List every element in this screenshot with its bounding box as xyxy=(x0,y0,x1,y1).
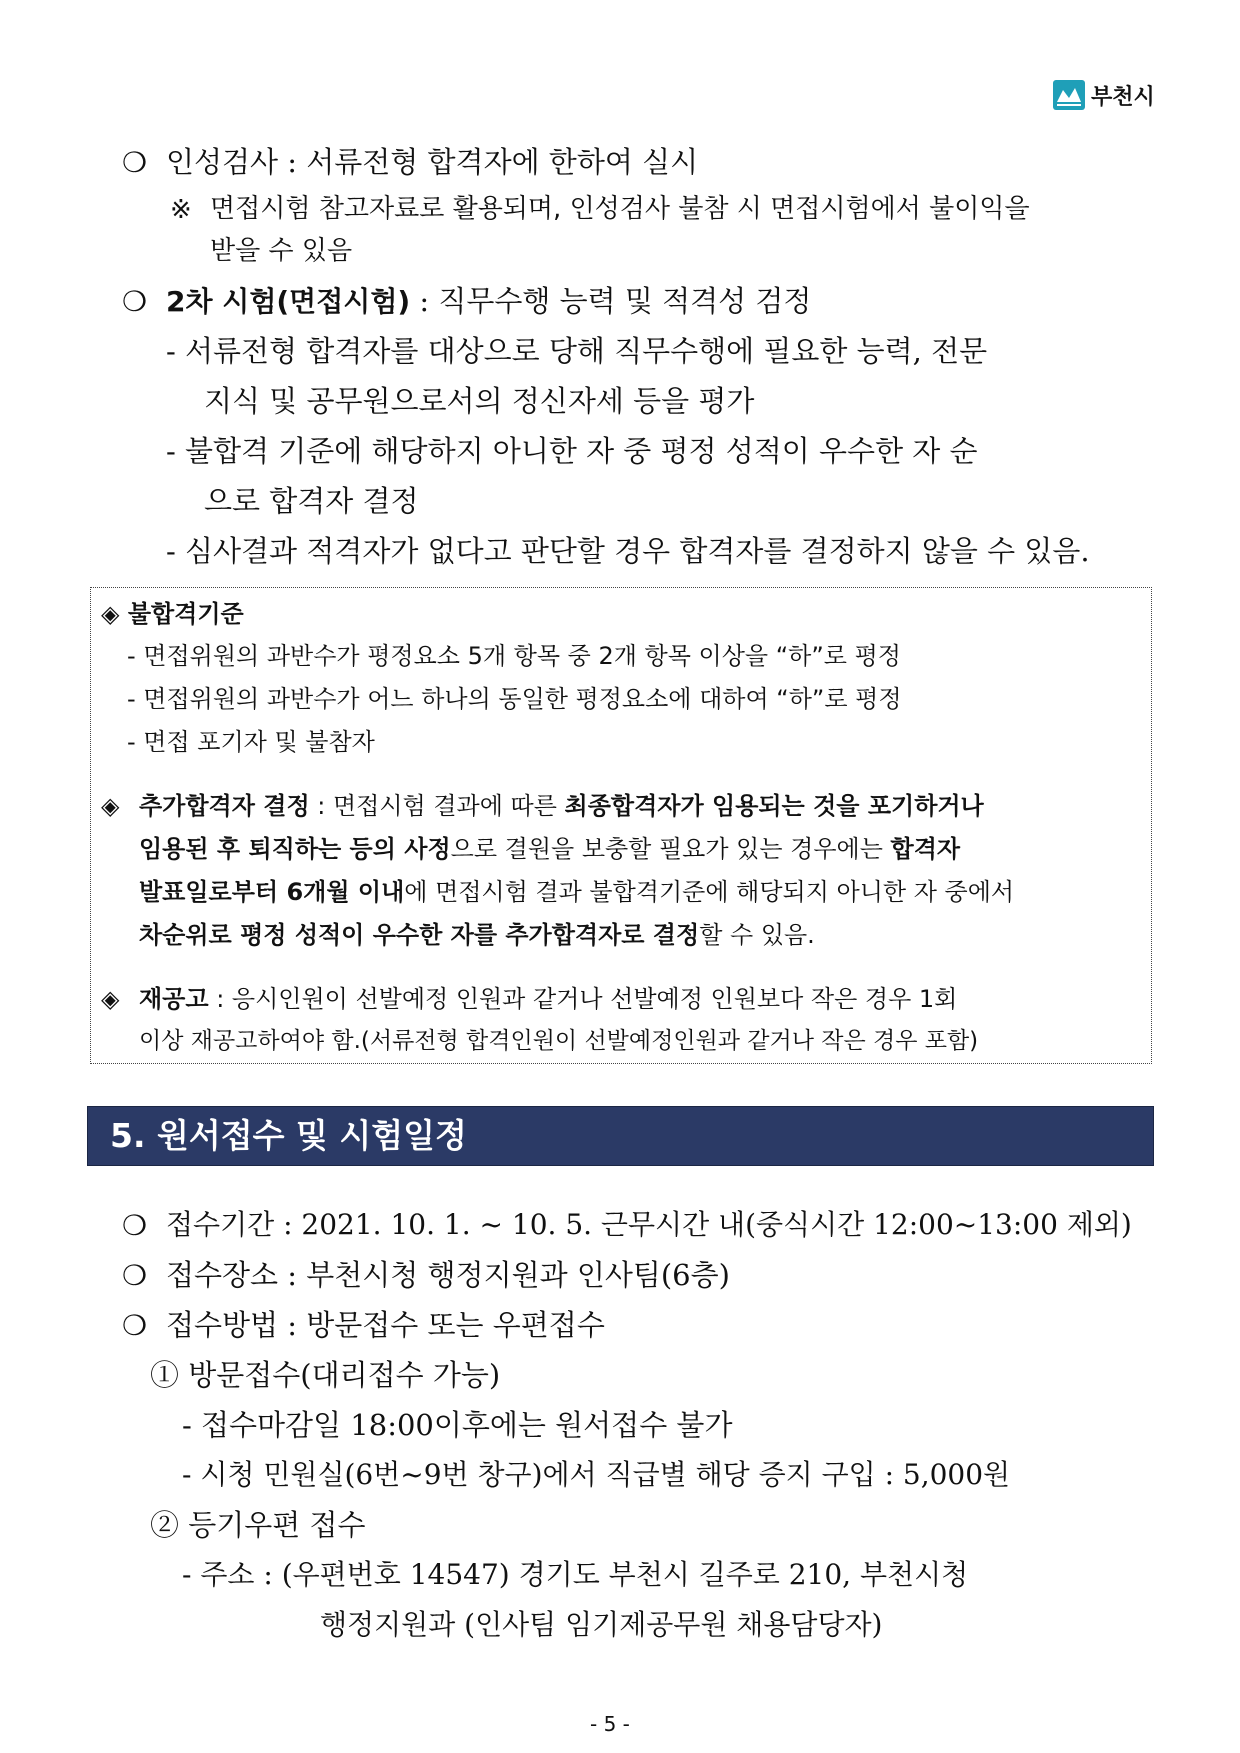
mail-address-line2: 행정지원과 (인사팀 임기제공무원 채용담당자) xyxy=(320,1608,883,1641)
interview-item: 2차 시험(면접시험) : 직무수행 능력 및 적격성 검정 xyxy=(166,284,812,318)
application-place: 접수장소 : 부천시청 행정지원과 인사팀(6층) xyxy=(166,1258,730,1292)
bullet-icon: ❍ xyxy=(122,285,148,318)
fail-criteria-item: - 면접위원의 과반수가 평정요소 5개 항목 중 2개 항목 이상을 “하”로 평정 xyxy=(127,642,901,670)
fail-criteria-item: - 면접위원의 과반수가 어느 하나의 동일한 평정요소에 대하여 “하”로 평정 xyxy=(127,685,902,713)
mail-application: ② 등기우편 접수 xyxy=(150,1508,366,1542)
application-method: 접수방법 : 방문접수 또는 우편접수 xyxy=(166,1308,605,1342)
criteria-box xyxy=(90,587,1152,1064)
visit-application: ① 방문접수(대리접수 가능) xyxy=(150,1358,501,1392)
page-number: - 5 - xyxy=(590,1712,630,1736)
interview-dash1-line1: - 서류전형 합격자를 대상으로 당해 직무수행에 필요한 능력, 전문 xyxy=(166,334,988,368)
bullet-icon: ❍ xyxy=(122,1309,148,1342)
re-announce-line2: 이상 재공고하여야 함.(서류전형 합격인원이 선발예정인원과 같거나 작은 경우 포함) xyxy=(139,1028,979,1054)
additional-pass-mark: ◈ xyxy=(101,792,120,820)
note-mark: ※ xyxy=(170,195,192,225)
logo-text: 부천시 xyxy=(1091,84,1155,110)
bullet-icon: ❍ xyxy=(122,146,148,179)
interview-dash2-line1: - 불합격 기준에 해당하지 아니한 자 중 평정 성적이 우수한 자 순 xyxy=(166,434,978,468)
aptitude-note-line2: 받을 수 있음 xyxy=(210,236,353,266)
interview-dash3-line1: - 심사결과 적격자가 없다고 판단할 경우 합격자를 결정하지 않을 수 있음. xyxy=(166,534,1090,568)
bullet-icon: ❍ xyxy=(122,1259,148,1292)
bullet-icon: ❍ xyxy=(122,1209,148,1242)
additional-pass-line1: 추가합격자 결정 : 면접시험 결과에 따른 최종합격자가 임용되는 것을 포기하거나 xyxy=(139,792,984,820)
fail-criteria-item: - 면접 포기자 및 불참자 xyxy=(127,728,375,756)
fail-criteria-title: ◈ 불합격기준 xyxy=(101,600,244,628)
application-period: 접수기간 : 2021. 10. 1. ~ 10. 5. 근무시간 내(중식시간 12:00~13:00 제외) xyxy=(166,1208,1132,1241)
mail-address-line1: - 주소 : (우편번호 14547) 경기도 부천시 길주로 210, 부천시청 xyxy=(182,1558,969,1591)
aptitude-test-item: 인성검사 : 서류전형 합격자에 한하여 실시 xyxy=(166,145,699,179)
visit-detail-stamp: - 시청 민원실(6번~9번 창구)에서 직급별 해당 증지 구입 : 5,000원 xyxy=(182,1458,1011,1491)
re-announce-line1: 재공고 : 응시인원이 선발예정 인원과 같거나 선발예정 인원보다 작은 경우 1회 xyxy=(139,985,958,1013)
visit-detail-deadline: - 접수마감일 18:00이후에는 원서접수 불가 xyxy=(182,1408,733,1442)
section-5-header xyxy=(87,1106,1154,1166)
aptitude-note-line1: 면접시험 참고자료로 활용되며, 인성검사 불참 시 면접시험에서 불이익을 xyxy=(210,194,1030,224)
interview-dash1-line2: 지식 및 공무원으로서의 정신자세 등을 평가 xyxy=(204,384,755,418)
re-announce-mark: ◈ xyxy=(101,985,120,1013)
bucheon-emblem-icon xyxy=(1053,80,1085,110)
additional-pass-line3: 발표일로부터 6개월 이내에 면접시험 결과 불합격기준에 해당되지 아니한 자 중에서 xyxy=(139,878,1015,906)
interview-dash2-line2: 으로 합격자 결정 xyxy=(204,484,419,518)
section-5-title: 5. 원서접수 및 시험일정 xyxy=(110,1116,467,1155)
bucheon-logo xyxy=(1053,78,1163,112)
additional-pass-line4: 차순위로 평정 성적이 우수한 자를 추가합격자로 결정할 수 있음. xyxy=(139,921,815,949)
additional-pass-line2: 임용된 후 퇴직하는 등의 사정으로 결원을 보충할 필요가 있는 경우에는 합격자 xyxy=(139,835,961,863)
